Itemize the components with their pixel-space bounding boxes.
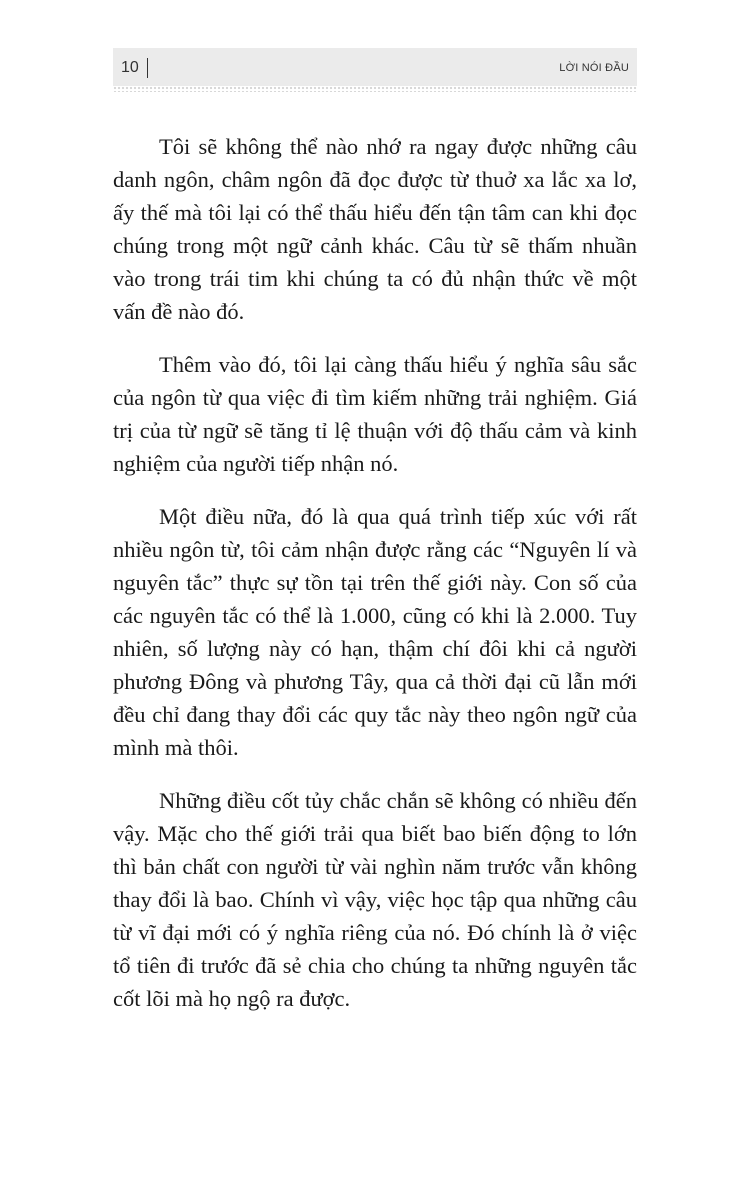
page-body (113, 130, 637, 1035)
header-separator (147, 58, 148, 78)
page-number: 10 (121, 59, 139, 76)
running-title: LỜI NÓI ĐẦU (559, 62, 629, 74)
paragraph: Tôi sẽ không thể nào nhớ ra ngay được những câu danh ngôn, châm ngôn đã đọc được từ thuở xa lắc xa lơ, ấy thế mà tôi lại có thể thấu hiểu đến tận tâm can khi đọc chúng trong một ngữ cảnh khác. Câu từ sẽ thấm nhuần vào trong trái tim khi chúng ta có đủ nhận thức về một vấn đề nào đó. (113, 134, 637, 324)
paragraph: Những điều cốt tủy chắc chắn sẽ không có nhiều đến vậy. Mặc cho thế giới trải qua biết bao biến động to lớn thì bản chất con người từ vài nghìn năm trước vẫn không thay đổi là bao. Chính vì vậy, việc học tập qua những câu từ vĩ đại mới có ý nghĩa riêng của nó. Đó chính là ở việc tổ tiên đi trước đã sẻ chia cho chúng ta những nguyên tắc cốt lõi mà họ ngộ ra được. (113, 788, 637, 1011)
running-header (113, 48, 637, 86)
paragraph: Một điều nữa, đó là qua quá trình tiếp xúc với rất nhiều ngôn từ, tôi cảm nhận được rằng các “Nguyên lí và nguyên tắc” thực sự tồn tại trên thế giới này. Con số của các nguyên tắc có thể là 1.000, cũng có khi là 2.000. Tuy nhiên, số lượng này có hạn, thậm chí đôi khi cả người phương Đông và phương Tây, qua cả thời đại cũ lẫn mới đều chỉ đang thay đổi các quy tắc này theo ngôn ngữ của mình mà thôi. (113, 504, 637, 760)
paragraph: Thêm vào đó, tôi lại càng thấu hiểu ý nghĩa sâu sắc của ngôn từ qua việc đi tìm kiếm những trải nghiệm. Giá trị của từ ngữ sẽ tăng tỉ lệ thuận với độ thấu cảm và kinh nghiệm của người tiếp nhận nó. (113, 352, 637, 476)
header-dotted-border (113, 86, 637, 92)
